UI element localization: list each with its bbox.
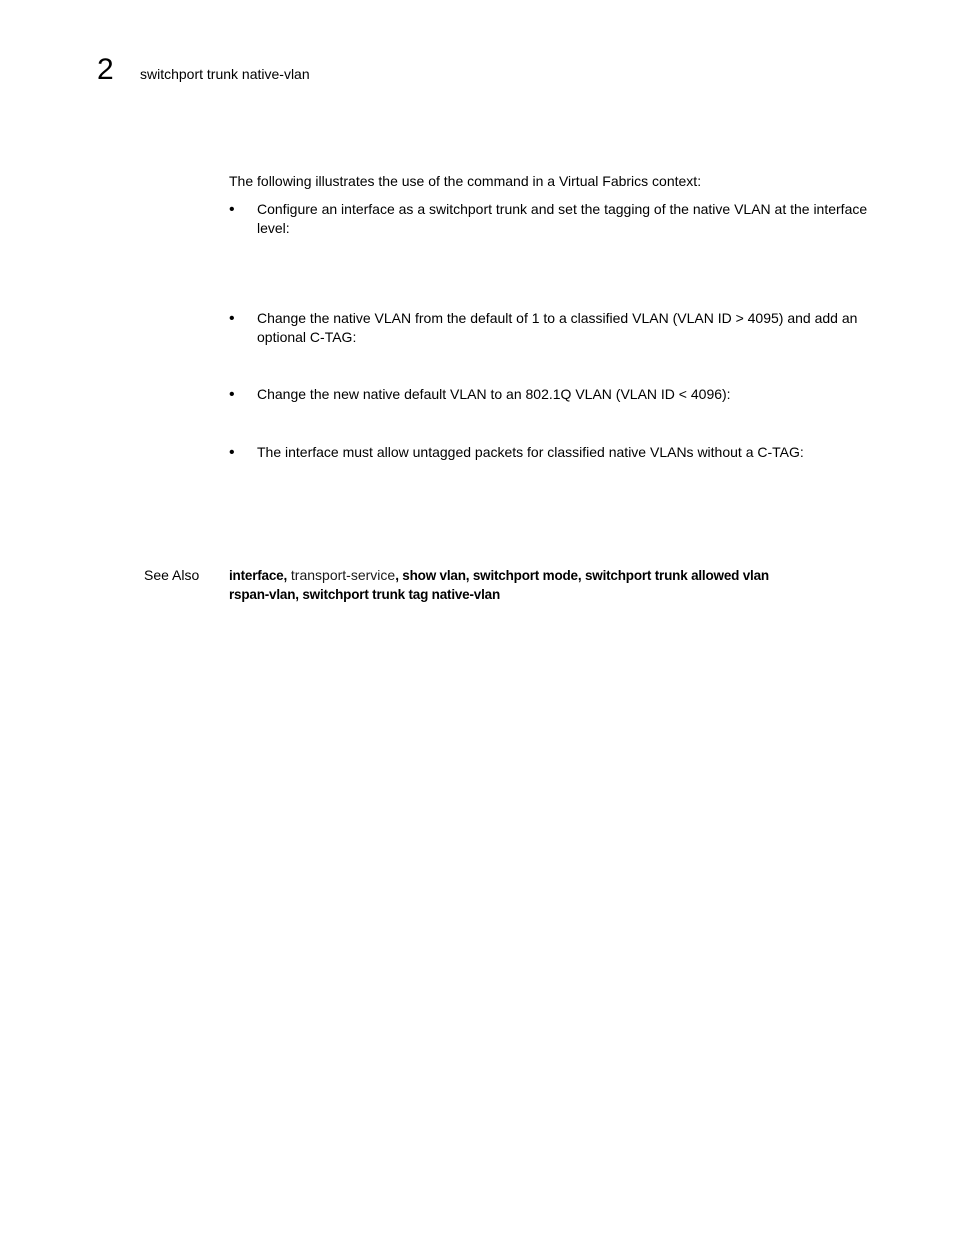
see-also-label: See Also bbox=[144, 567, 200, 583]
chapter-number: 2 bbox=[97, 53, 114, 86]
running-header-title: switchport trunk native-vlan bbox=[140, 66, 310, 82]
list-item-text: Change the new native default VLAN to an 802.1Q VLAN (VLAN ID < 4096): bbox=[257, 386, 731, 402]
intro-paragraph: The following illustrates the use of the command in a Virtual Fabrics context: bbox=[229, 173, 702, 189]
bullet-icon: • bbox=[229, 386, 235, 403]
bullet-icon: • bbox=[229, 201, 235, 218]
bullet-icon: • bbox=[229, 310, 235, 327]
list-item-text: Change the native VLAN from the default of 1 to a classified VLAN (VLAN ID > 4095) and add an optional C-TAG: bbox=[257, 310, 858, 345]
xref-list-link[interactable]: , show vlan, switchport mode, switchport trunk allowed vlan bbox=[395, 568, 769, 583]
list-item-text: The interface must allow untagged packets for classified native VLANs without a C-TAG: bbox=[257, 444, 804, 460]
see-also-references bbox=[229, 566, 869, 604]
xref-transport-service-link[interactable]: transport-service bbox=[290, 567, 396, 583]
xref-interface-link[interactable]: interface, bbox=[229, 568, 288, 583]
xref-list-continued-link[interactable]: rspan-vlan, switchport trunk tag native-vlan bbox=[229, 587, 501, 602]
list-item-text: Configure an interface as a switchport trunk and set the tagging of the native VLAN at the interface level: bbox=[257, 201, 868, 236]
bullet-icon: • bbox=[229, 444, 235, 461]
